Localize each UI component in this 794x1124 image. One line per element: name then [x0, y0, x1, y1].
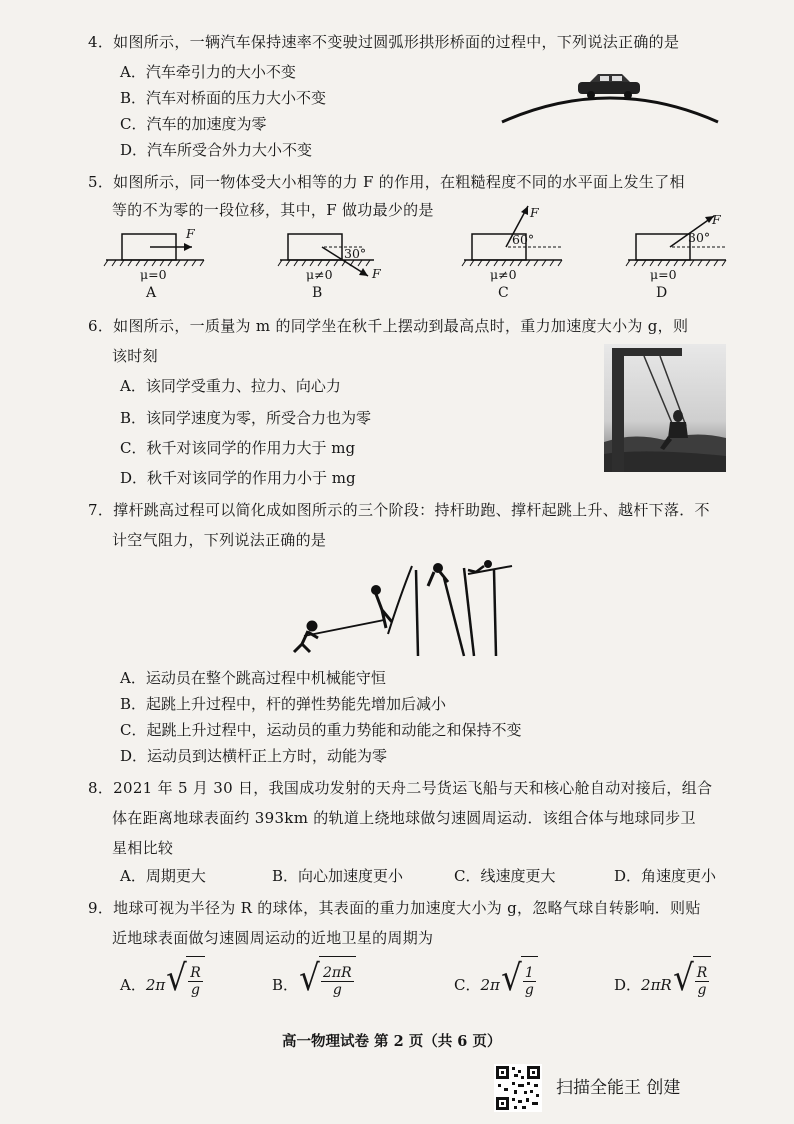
q4-option-a: A．汽车牵引力的大小不变	[120, 63, 296, 81]
q6-option-d: D．秋千对该同学的作用力小于 mg	[120, 469, 356, 487]
q4-bridge-car-figure	[500, 70, 720, 130]
q9-a-den: g	[190, 981, 200, 998]
q9-stem-line1: 9．地球可视为半径为 R 的球体，其表面的重力加速度大小为 g，忽略气球自转影响．则贴	[88, 899, 701, 917]
q8-stem-line2: 体在距离地球表面约 393km 的轨道上绕地球做匀速圆周运动．该组合体与地球同步卫	[112, 809, 696, 827]
q5-c-letter: C	[498, 285, 509, 301]
q9-stem-line2: 近地球表面做匀速圆周运动的近地卫星的周期为	[112, 929, 434, 947]
q7-stem-line1: 7．撑杆跳高过程可以简化成如图所示的三个阶段：持杆助跑、撑杆起跳上升、越杆下落．不	[88, 501, 710, 519]
q4-option-c: C．汽车的加速度为零	[120, 115, 267, 133]
q7-option-c: C．起跳上升过程中，运动员的重力势能和动能之和保持不变	[120, 721, 522, 739]
q6-option-b: B．该同学速度为零，所受合力也为零	[120, 409, 372, 427]
q5-c-angle-label: 60°	[512, 232, 535, 247]
q5-d-letter: D	[656, 285, 668, 301]
q4-option-d: D．汽车所受合外力大小不变	[120, 141, 313, 159]
q7-option-a: A．运动员在整个跳高过程中机械能守恒	[120, 669, 386, 687]
q8-option-c: C．线速度更大	[454, 867, 556, 885]
q5-stem-line2: 等的不为零的一段位移，其中，F 做功最少的是	[112, 201, 434, 219]
q9-c-den: g	[524, 981, 534, 998]
page-number-label: 高一物理试卷 第 2 页（共 6 页）	[282, 1033, 502, 1050]
q5-c-force-label: F	[530, 205, 539, 220]
q4-option-b: B．汽车对桥面的压力大小不变	[120, 89, 327, 107]
q5-b-letter: B	[312, 285, 323, 301]
q9-option-c: C．2π √ $\frac{1}{g}$	[454, 956, 538, 1007]
q7-option-d: D．运动员到达横杆正上方时，动能为零	[120, 747, 388, 765]
q9-d-den: g	[697, 981, 707, 998]
q5-stem-line1: 5．如图所示，同一物体受大小相等的力 F 的作用，在粗糙程度不同的水平面上发生了相	[88, 173, 685, 191]
q6-stem-line1: 6．如图所示，一质量为 m 的同学坐在秋千上摆动到最高点时，重力加速度大小为 g，则	[88, 317, 689, 335]
q9-b-den: g	[332, 981, 342, 998]
q9-c-letter: C．	[454, 976, 481, 994]
q5-d-force-label: F	[712, 212, 721, 227]
q9-a-coef: 2π	[145, 976, 166, 994]
q9-option-a: A．2π √ $\frac{R}{g}$	[120, 956, 205, 1007]
q5-a-mu-label: μ=0	[140, 267, 167, 282]
q9-d-letter: D．	[614, 976, 642, 994]
q6-stem-line2: 该时刻	[112, 347, 158, 365]
q5-b-force-label: F	[372, 266, 381, 281]
q5-d-angle-label: 30°	[688, 230, 711, 245]
q6-option-c: C．秋千对该同学的作用力大于 mg	[120, 439, 356, 457]
q9-b-letter: B．	[272, 976, 299, 994]
q7-option-b: B．起跳上升过程中，杆的弹性势能先增加后减小	[120, 695, 447, 713]
q5-b-angle-label: 30°	[344, 246, 367, 261]
q9-d-coef: 2πR	[641, 976, 672, 994]
q5-c-mu-label: μ≠0	[490, 267, 517, 282]
q9-c-coef: 2π	[480, 976, 500, 994]
q8-option-a: A．周期更大	[120, 867, 206, 885]
q6-option-a: A．该同学受重力、拉力、向心力	[120, 377, 341, 395]
vaulter-over-bar-icon	[428, 561, 492, 587]
q9-option-b: B． √ $\frac{2\pi R}{g}$	[272, 956, 356, 1007]
qr-code-icon	[494, 1064, 542, 1112]
q8-stem-line1: 8．2021 年 5 月 30 日，我国成功发射的天舟二号货运飞船与天和核心舱自动对接后，组合	[88, 779, 713, 797]
runner-icon	[294, 620, 384, 652]
q8-option-b: B．向心加速度更小	[272, 867, 404, 885]
q9-option-d: D．2πR √ $\frac{R}{g}$	[614, 956, 711, 1007]
scanner-watermark: 扫描全能王 创建	[556, 1078, 681, 1098]
q5-a-force-label: F	[186, 226, 195, 241]
q7-pole-vault-figure	[288, 556, 528, 658]
car-icon	[578, 74, 640, 99]
q8-option-d: D．角速度更小	[614, 867, 717, 885]
q9-a-letter: A．	[120, 976, 146, 994]
q9-b-num: 2πR	[322, 964, 352, 981]
q6-swing-photo	[604, 344, 726, 472]
q4-stem: 4．如图所示，一辆汽车保持速率不变驶过圆弧形拱形桥面的过程中，下列说法正确的是	[88, 33, 680, 51]
q5-d-mu-label: μ=0	[650, 267, 677, 282]
q9-d-num: R	[696, 964, 708, 981]
q7-stem-line2: 计空气阻力，下列说法正确的是	[112, 531, 327, 549]
q5-b-mu-label: μ≠0	[306, 267, 333, 282]
q9-a-num: R	[190, 964, 201, 981]
q5-a-letter: A	[146, 285, 157, 301]
vaulter-rising-icon	[372, 566, 413, 634]
q8-stem-line3: 星相比较	[112, 839, 174, 857]
q9-c-num: 1	[523, 965, 536, 982]
